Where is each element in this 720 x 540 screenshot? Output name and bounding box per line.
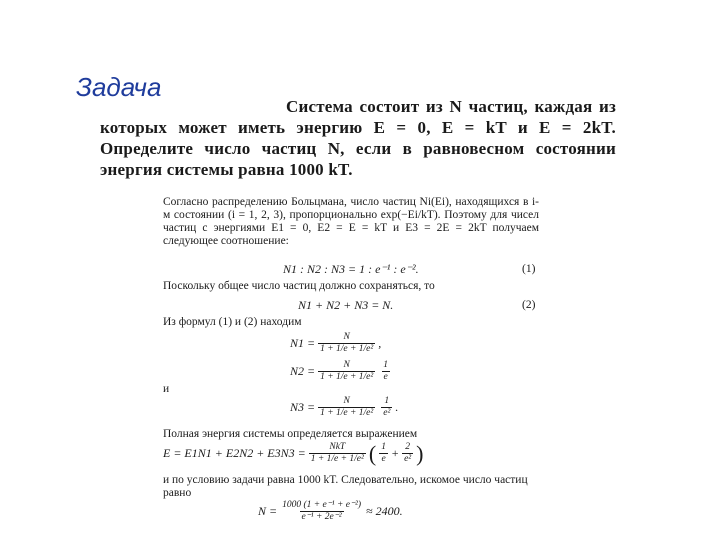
equation-n2 (290, 360, 393, 383)
n3-factor (381, 396, 392, 419)
final-numerator: 1000 (1 + e⁻¹ + e⁻²) (282, 500, 362, 510)
n2-factor (381, 360, 390, 383)
n1-lhs: N1 = (290, 336, 316, 350)
energy-term-a (379, 442, 388, 465)
n1-denominator: 1 + 1/e + 1/e² (320, 344, 374, 354)
n3-lhs: N3 = (290, 400, 316, 414)
final-fraction (280, 500, 363, 523)
energy-term-a-numerator: 1 (381, 442, 386, 452)
energy-term-b-numerator: 2 (405, 442, 410, 452)
equation-1 (283, 262, 419, 277)
final-denominator: e⁻¹ + 2e⁻² (301, 512, 342, 522)
equation-2 (298, 298, 393, 313)
final-lhs: N = (258, 504, 278, 518)
n3-factor-denominator: e² (383, 408, 391, 418)
n3-denominator: 1 + 1/e + 1/e² (320, 408, 374, 418)
equation-2-number: (2) (522, 299, 536, 311)
n1-numerator: N (343, 332, 350, 342)
solution-paragraph-2: Поскольку общее число частиц должно сохраняться, то (163, 280, 435, 292)
n2-denominator: 1 + 1/e + 1/e² (320, 372, 374, 382)
n1-fraction (318, 332, 375, 355)
equation-1-text: N1 : N2 : N3 = 1 : e⁻¹ : e⁻². (283, 262, 419, 276)
equation-1-number: (1) (522, 263, 536, 275)
n2-factor-denominator: e (383, 372, 388, 382)
energy-term-b (402, 442, 413, 465)
energy-term-a-denominator: e (381, 454, 386, 464)
energy-lhs: E = E1N1 + E2N2 + E3N3 = (163, 446, 306, 460)
final-rhs: ≈ 2400. (366, 504, 403, 518)
energy-denominator: 1 + 1/e + 1/e² (310, 454, 364, 464)
slide-title: Задача (76, 72, 162, 102)
equation-final (258, 500, 403, 523)
problem-statement (100, 96, 616, 180)
solution-paragraph-3: Из формул (1) и (2) находим (163, 316, 302, 328)
energy-numerator: NkT (329, 442, 346, 452)
equation-energy (163, 442, 423, 465)
problem-text: Система состоит из N частиц, каждая из которых может иметь энергию E = 0, E = kT и E = 2kT. Определите число частиц N, если в равновесном состоянии энергия системы равна 1000 kT. (100, 97, 616, 179)
n2-lhs: N2 = (290, 364, 316, 378)
n1-tail: , (378, 336, 382, 350)
open-paren: ( (368, 440, 377, 466)
n3-tail: . (395, 400, 399, 414)
n2-fraction (318, 360, 375, 383)
equation-2-text: N1 + N2 + N3 = N. (298, 298, 394, 312)
n2-numerator: N (343, 360, 350, 370)
equation-n3 (290, 396, 398, 419)
n3-factor-numerator: 1 (384, 396, 390, 406)
energy-plus: + (390, 446, 400, 460)
solution-paragraph-5: и по условию задачи равна 1000 kT. Следовательно, искомое число частиц равно (163, 474, 528, 499)
solution-paragraph-1: Согласно распределению Больцмана, число частиц Ni(Ei), находящихся в i-м состоянии (i = 1, 2, 3), пропорционально exp(−Ei/kT). Поэтому для чисел частиц с энергиями E1 = 0, E2 = E = kT и E3 = 2E = 2kT получаем следующее соотношение: (163, 196, 539, 247)
equation-n1 (290, 332, 381, 355)
n3-numerator: N (343, 396, 350, 406)
close-paren: ) (416, 440, 424, 466)
energy-term-b-denominator: e² (404, 454, 412, 464)
solution-paragraph-4: Полная энергия системы определяется выражением (163, 428, 418, 440)
n3-fraction (318, 396, 375, 419)
energy-fraction (309, 442, 366, 465)
n2-factor-numerator: 1 (383, 360, 388, 370)
conjunction-and: и (163, 383, 170, 395)
